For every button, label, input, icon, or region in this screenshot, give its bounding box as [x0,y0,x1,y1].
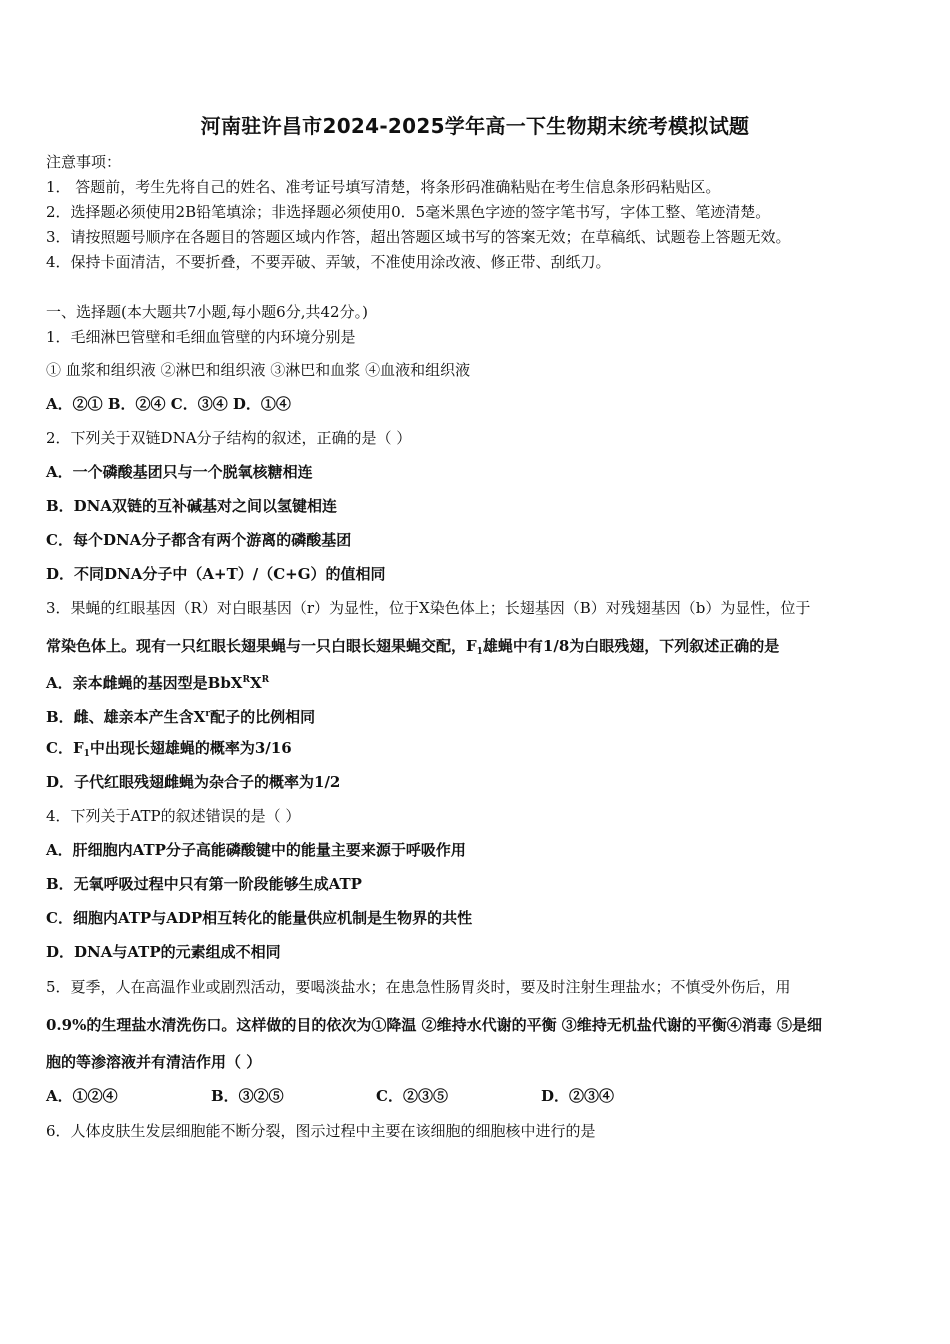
q1-options: A．②① B．②④ C．③④ D．①④ [46,395,291,413]
q3-option-a: A．亲本雌蝇的基因型是$BbX^RX^R$ [46,674,270,692]
q2-option-a: A．一个磷酸基团只与一个脱氧核糖相连 [46,463,313,481]
notice-item-2: 2．选择题必须使用2B铅笔填涂；非选择题必须使用0．5毫米黑色字迹的签字笔书写，字体工整、笔迹清楚。 [46,203,771,221]
q5-option-a: A．①②④ [46,1087,118,1105]
q4-option-d: D．DNA与ATP的元素组成不相同 [46,943,281,961]
q3-option-d: D．子代红眼残翅雌蝇为杂合子的概率为1/2 [46,773,341,791]
q5-stem-line-1: 5．夏季，人在高温作业或剧烈活动，要喝淡盐水；在患急性肠胃炎时，要及时注射生理盐水；不慎受外伤后，用 [46,978,791,996]
q4-option-c: C．细胞内ATP与ADP相互转化的能量供应机制是生物界的共性 [46,909,473,927]
q3-stem-line-1: 3．果蝇的红眼基因（R）对白眼基因（r）为显性，位于X染色体上；长翅基因（B）对残翅基因（b）为显性，位于 [46,599,811,617]
q5-stem-line-3: 胞的等渗溶液并有清洁作用（ ） [46,1053,262,1071]
q6-stem: 6．人体皮肤生发层细胞能不断分裂，图示过程中主要在该细胞的细胞核中进行的是 [46,1122,596,1140]
q2-option-c: C．每个DNA分子都含有两个游离的磷酸基团 [46,531,352,549]
section-heading: 一、选择题(本大题共7小题,每小题6分,共42分。) [46,303,368,321]
notice-item-3: 3．请按照题号顺序在各题目的答题区域内作答，超出答题区域书写的答案无效；在草稿纸、试题卷上答题无效。 [46,228,791,246]
page-title: 河南驻许昌市2024-2025学年高一下生物期末统考模拟试题 [200,114,750,138]
notice-item-4: 4．保持卡面清洁，不要折叠，不要弄破、弄皱，不准使用涂改液、修正带、刮纸刀。 [46,253,611,271]
q5-option-d: D．②③④ [541,1087,615,1105]
notice-heading: 注意事项： [46,153,122,171]
q3-option-b: B．雌、雄亲本产生含$X^r$配子的比例相同 [46,708,316,726]
notice-item-1: 1． 答题前，考生先将自己的姓名、准考证号填写清楚，将条形码准确粘贴在考生信息条形码粘贴区。 [46,178,721,196]
q5-option-c: C．②③⑤ [376,1087,448,1105]
q4-option-b: B．无氧呼吸过程中只有第一阶段能够生成ATP [46,875,362,893]
q3-option-c: C．$F_1$中出现长翅雄蝇的概率为3/16 [46,739,292,759]
q5-options [46,1086,614,1106]
q5-option-b: B．③②⑤ [211,1087,284,1105]
q1-stem: 1．毛细淋巴管壁和毛细血管壁的内环境分别是 [46,328,356,346]
q4-stem: 4．下列关于ATP的叙述错误的是（ ） [46,807,301,825]
q1-items: ① 血浆和组织液 ②淋巴和组织液 ③淋巴和血浆 ④血液和组织液 [46,361,471,379]
q4-option-a: A．肝细胞内ATP分子高能磷酸键中的能量主要来源于呼吸作用 [46,841,466,859]
q3-stem-line-2: 常染色体上。现有一只红眼长翅果蝇与一只白眼长翅果蝇交配，$F_1$雄蝇中有1/8为白眼残翅，下列叙述正确的是 [46,637,780,657]
q2-option-d: D．不同DNA分子中（A+T）/（C+G）的值相同 [46,565,386,583]
q2-stem: 2．下列关于双链DNA分子结构的叙述，正确的是（ ） [46,429,412,447]
q5-stem-line-2: 0.9%的生理盐水清洗伤口。这样做的目的依次为①降温 ②维持水代谢的平衡 ③维持无机盐代谢的平衡④消毒 ⑤是细 [46,1016,823,1034]
q2-option-b: B．DNA双链的互补碱基对之间以氢键相连 [46,497,338,515]
